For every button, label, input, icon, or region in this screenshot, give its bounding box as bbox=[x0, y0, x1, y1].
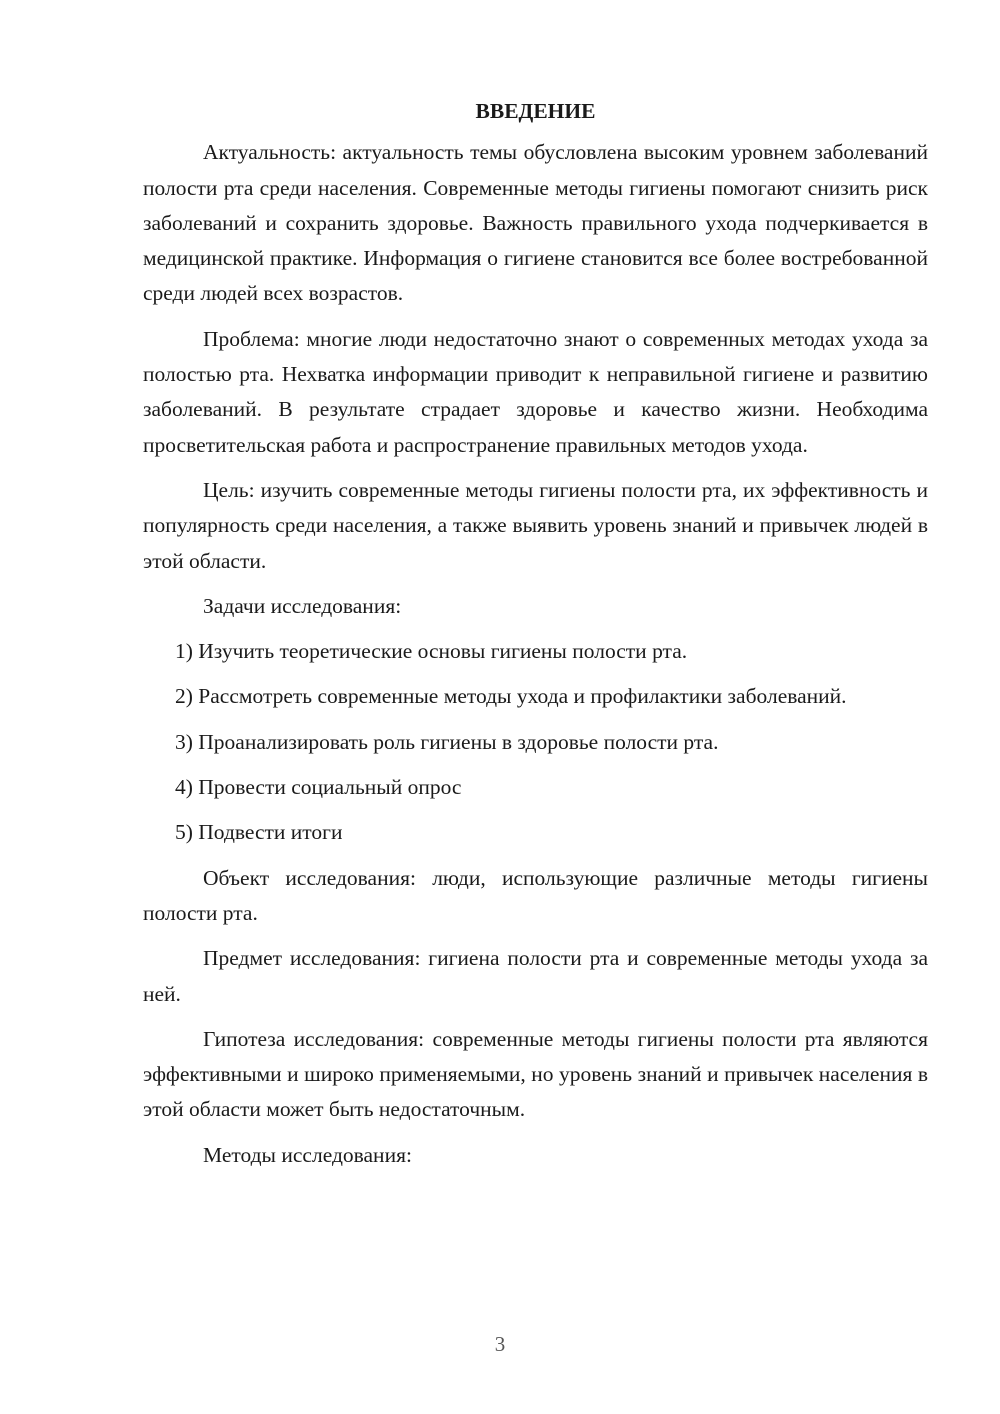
task-item-2: 2) Рассмотреть современные методы ухода и профилактики заболеваний. bbox=[175, 684, 847, 709]
paragraph-goal: Цель: изучить современные методы гигиены полости рта, их эффективность и популярность среди населения, а также выявить уровень знаний и привычек людей в этой области. bbox=[143, 477, 928, 573]
page-title: ВВЕДЕНИЕ bbox=[475, 99, 596, 123]
task-item-4: 4) Провести социальный опрос bbox=[175, 775, 462, 800]
page-number: 3 bbox=[494, 1332, 506, 1356]
paragraph-hypothesis: Гипотеза исследования: современные методы гигиены полости рта являются эффективными и широко применяемыми, но уровень знаний и привычек населения в этой области может быть недостаточным. bbox=[143, 1026, 928, 1122]
paragraph-problem: Проблема: многие люди недостаточно знают о современных методах ухода за полостью рта. Нехватка информации приводит к неправильной гигиене и развитию заболеваний. В результате страдает здоровье и качество жизни. Необходима просветительская работа и распространение правильных методов ухода. bbox=[143, 326, 928, 457]
paragraph-relevance: Актуальность: актуальность темы обусловлена высоким уровнем заболеваний полости рта среди населения. Современные методы гигиены помогают снизить риск заболеваний и сохранить здоровье. Важность правильного ухода подчеркивается в медицинской практике. Информация о гигиене становится все более востребованной среди людей всех возрастов. bbox=[143, 140, 928, 306]
document-page bbox=[143, 94, 928, 1183]
task-item-1: 1) Изучить теоретические основы гигиены полости рта. bbox=[175, 639, 688, 664]
paragraph-object: Объект исследования: люди, использующие различные методы гигиены полости рта. bbox=[143, 865, 928, 925]
task-item-3: 3) Проанализировать роль гигиены в здоровье полости рта. bbox=[175, 729, 719, 754]
methods-heading: Методы исследования: bbox=[203, 1142, 412, 1167]
paragraph-subject: Предмет исследования: гигиена полости рта и современные методы ухода за ней. bbox=[143, 946, 928, 1006]
tasks-heading: Задачи исследования: bbox=[203, 593, 402, 618]
task-item-5: 5) Подвести итоги bbox=[175, 820, 343, 845]
